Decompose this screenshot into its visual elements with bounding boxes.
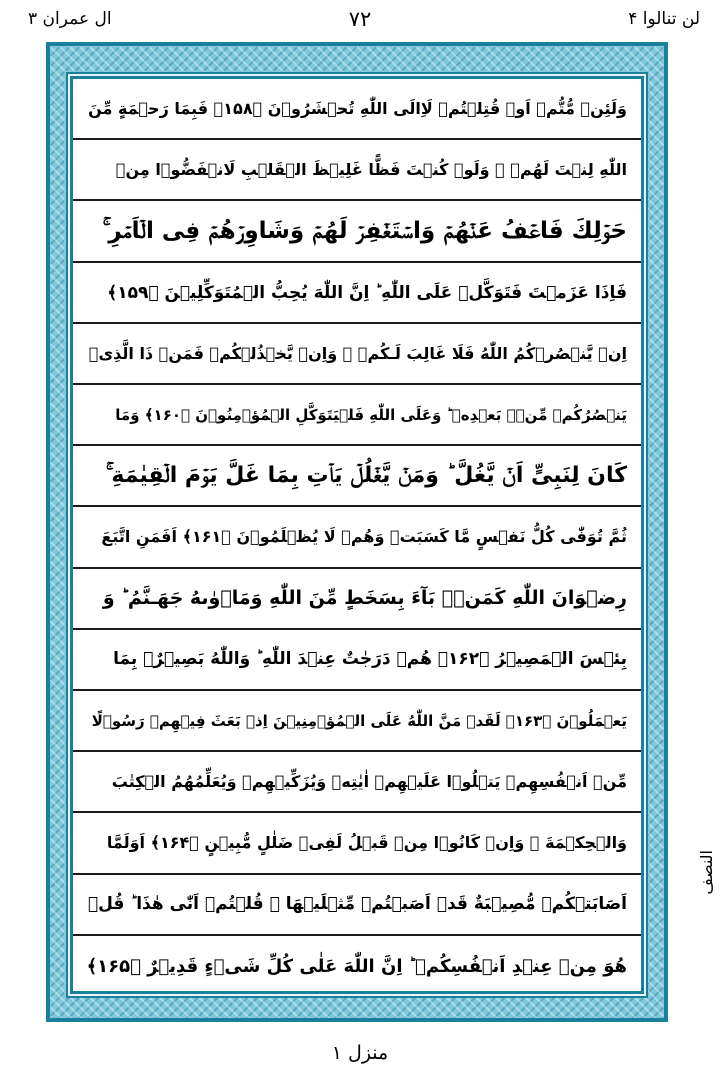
text-line: وَالۡحِكۡمَةَ ۚ وَاِنۡ كَانُوۡا مِنۡ قَبۡلُ لَفِىۡ ضَلٰلٍ مُّبِيۡنٍ ﴿۱۶۴﴾ اَوَلَمَّا	[73, 813, 641, 874]
text-line: ثُمَّ تُوَفّٰى كُلُّ نَفۡسٍ مَّا كَسَبَتۡ وَهُمۡ لَا يُظۡلَمُوۡنَ ﴿۱۶۱﴾ اَفَمَنِ اتَّبَعَ	[73, 507, 641, 568]
surah-name: ال عمران ۳	[28, 9, 112, 29]
text-line: كَانَ لِنَبِىٍّ اَنۡ يَّغُلَّ ؕ وَمَنۡ يَّغۡلُلۡ يَاۡتِ بِمَا غَلَّ يَوۡمَ الۡقِيٰمَةِ ۚ	[73, 446, 641, 507]
text-line: اَصَابَتۡكُمۡ مُّصِيۡبَةٌ قَدۡ اَصَبۡتُمۡ مِّثۡلَيۡهَا ۙ قُلۡتُمۡ اَنّٰى هٰذَا ؕ قُلۡ	[73, 875, 641, 936]
ornamental-border	[46, 42, 668, 1022]
text-line: يَعۡمَلُوۡنَ ﴿۱۶۳﴾ لَقَدۡ مَنَّ اللّٰهُ عَلَى الۡمُؤۡمِنِيۡنَ اِذۡ بَعَثَ فِيۡهِمۡ رَسُوۡلًا	[73, 691, 641, 752]
text-line: مِّنۡ اَنۡفُسِهِمۡ يَتۡلُوۡا عَلَيۡهِمۡ اٰيٰتِهٖ وَيُزَكِّيۡهِمۡ وَيُعَلِّمُهُمُ الۡكِتٰبَ	[73, 752, 641, 813]
text-line: رِضۡوَانَ اللّٰهِ كَمَنۡۢ بَآءَ بِسَخَطٍ مِّنَ اللّٰهِ وَمَاۡوٰٮهُ جَهَـنَّمُ ؕ وَ	[73, 569, 641, 630]
page-number: ۷۲	[348, 7, 372, 31]
manzil-footer: منزل ۱	[331, 1042, 389, 1064]
text-line: حَوۡلِكَ فَاعۡفُ عَنۡهُمۡ وَاسۡتَغۡفِرۡ لَهُمۡ وَشَاوِرۡهُمۡ فِى الۡاَمۡرِ ۚ	[73, 201, 641, 262]
text-line: اللّٰهِ لِنۡتَ لَهُمۡ ۚ وَلَوۡ كُنۡتَ فَظًّا غَلِيۡظَ الۡقَلۡبِ لَانۡفَضُّوۡا مِنۡ	[73, 140, 641, 201]
text-line: وَلَئِنۡ مُّتُّمۡ اَوۡ قُتِلۡتُمۡ لَاِالَى اللّٰهِ تُحۡشَرُوۡنَ ﴿۱۵۸﴾ فَبِمَا رَحۡمَةٍ مِّنَ	[73, 79, 641, 140]
text-line: اِنۡ يَّنۡصُرۡكُمُ اللّٰهُ فَلَا غَالِبَ لَـكُمۡ ۚ وَاِنۡ يَّخۡذُلۡكُمۡ فَمَنۡ ذَا الَّذِىۡ	[73, 324, 641, 385]
text-line: بِئۡسَ الۡمَصِيۡرُ ﴿۱۶۲﴾ هُمۡ دَرَجٰتٌ عِنۡدَ اللّٰهِ ؕ وَاللّٰهُ بَصِيۡرٌۢ بِمَا	[73, 630, 641, 691]
juz-name: لن تنالوا ۴	[628, 9, 700, 29]
text-line: هُوَ مِنۡ عِنۡدِ اَنۡفُسِكُمۡ ؕ اِنَّ اللّٰهَ عَلٰى كُلِّ شَىۡءٍ قَدِيۡرٌ ﴿۱۶۵﴾	[86, 955, 627, 977]
margin-marker: النصف	[697, 850, 716, 895]
text-line: فَاِذَا عَزَمۡتَ فَتَوَكَّلۡ عَلَى اللّٰهِ ؕ اِنَّ اللّٰهَ يُحِبُّ الۡمُتَوَكِّلِيۡنَ ﴿۱۵۹﴾	[73, 263, 641, 324]
text-line: يَنۡصُرُكُمۡ مِّنۡۢ بَعۡدِهٖ ؕ وَعَلَى اللّٰهِ فَلۡيَتَوَكَّلِ الۡمُؤۡمِنُوۡنَ ﴿۱۶۰﴾ وَمَا	[73, 385, 641, 446]
text-panel	[70, 76, 644, 994]
